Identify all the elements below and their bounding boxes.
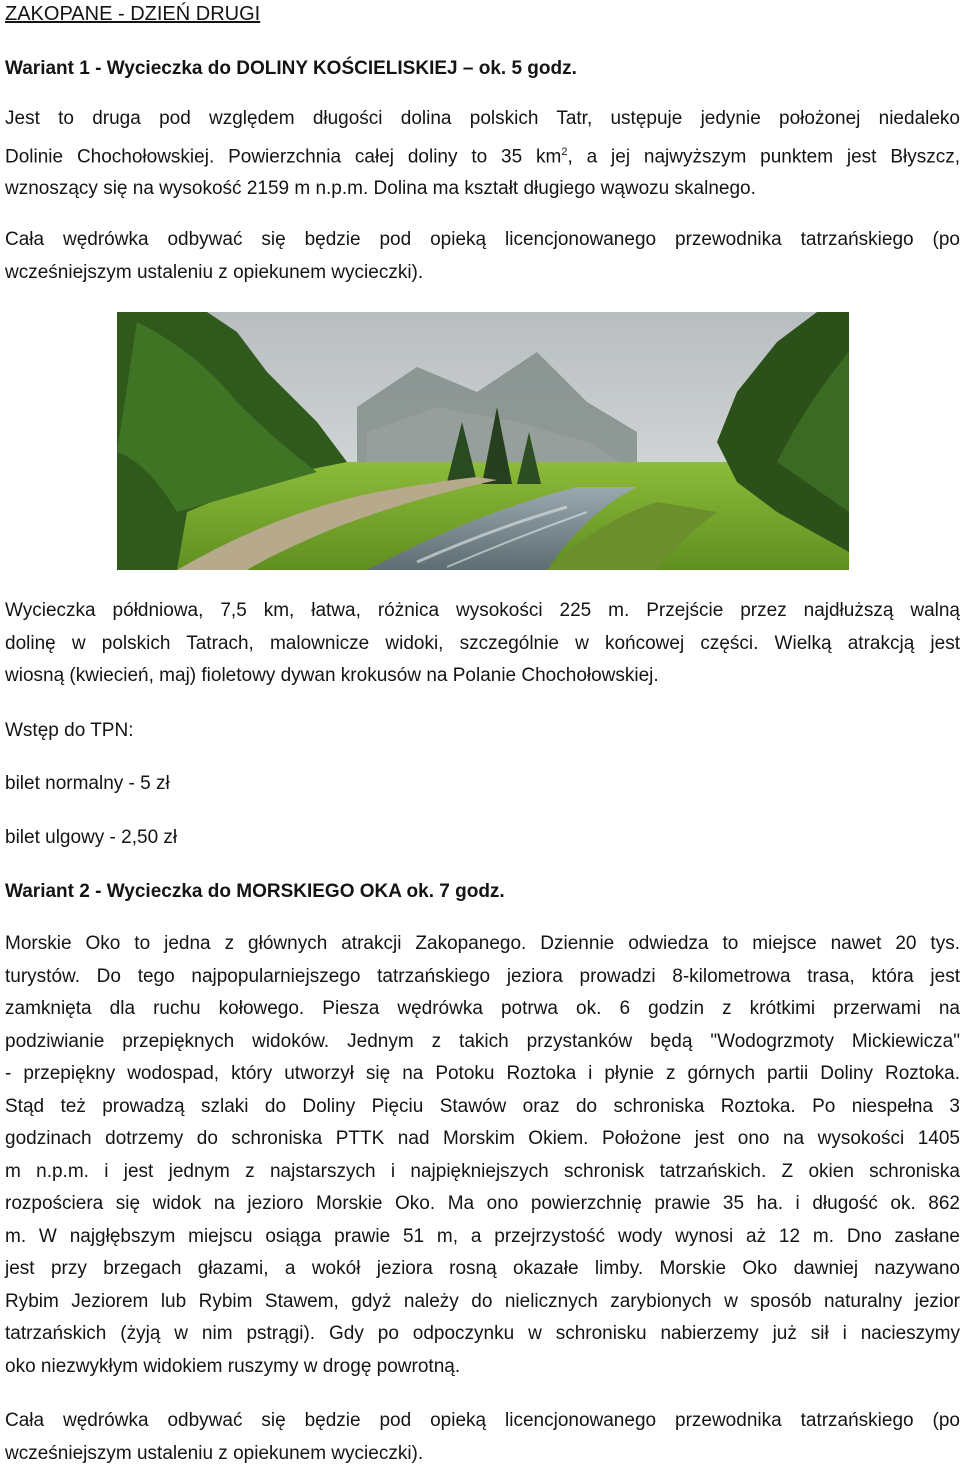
text-line: Cała wędrówka odbywać się będzie pod opieką licencjonowanego przewodnika tatrzańskiego (po xyxy=(5,1410,960,1431)
variant2-heading: Wariant 2 - Wycieczka do MORSKIEGO OKA ok. 7 godz. xyxy=(5,881,505,902)
text-fragment: , a jej najwyższym punktem jest Błyszcz, xyxy=(567,145,960,167)
page-title: ZAKOPANE - DZIEŃ DRUGI xyxy=(5,3,261,25)
text-fragment: Dolinie Chochołowskiej. Powierzchnia całej doliny to 35 km xyxy=(5,145,562,167)
text-line xyxy=(5,136,960,174)
variant2-body xyxy=(5,928,960,1383)
text-line: Morskie Oko to jedna z głównych atrakcji Zakopanego. Dziennie odwiedza to miejsce nawet 20 tys. xyxy=(5,933,960,954)
ticket-normal: bilet normalny - 5 zł xyxy=(5,773,170,794)
text-line: tatrzańskich (żyją w nim pstrągi). Gdy po odpoczynku w schronisku nabierzemy już sił i nacieszymy xyxy=(5,1323,960,1344)
text-line: oko niezwykłym widokiem ruszymy w drogę powrotną. xyxy=(5,1355,461,1377)
text-line: dolinę w polskich Tatrach, malownicze widoki, szczególnie w końcowej części. Wielką atrakcją jest xyxy=(5,632,960,654)
variant1-intro xyxy=(5,103,960,206)
text-line: zamknięta dla ruchu kołowego. Piesza wędrówka potrwa ok. 6 godzin z krótkimi przerwami na xyxy=(5,998,960,1019)
text-line: m. W najgłębszym miejscu osiąga prawie 51 m, a przejrzystość wody wynosi aż 12 m. Dno zasłane xyxy=(5,1225,960,1247)
text-line: wznoszący się na wysokość 2159 m n.p.m. Dolina ma kształt długiego wąwozu skalnego. xyxy=(5,178,756,200)
text-line: m n.p.m. i jest jednym z najstarszych i najpiękniejszych schronisk tatrzańskich. Z okien schroniska xyxy=(5,1160,960,1182)
text-line: Rybim Jeziorem lub Rybim Stawem, gdyż należy do nielicznych zarybionych w sposób naturalny jezior xyxy=(5,1290,960,1312)
text-line: wcześniejszym ustaleniu z opiekunem wycieczki). xyxy=(5,1442,424,1464)
variant1-guide-note xyxy=(5,224,960,289)
tpn-entry-label: Wstęp do TPN: xyxy=(5,720,134,741)
text-line: turystów. Do tego najpopularniejszego tatrzańskiego jeziora prowadzi 8-kilometrowa trasa, która jest xyxy=(5,965,960,987)
text-line: wcześniejszym ustaleniu z opiekunem wycieczki). xyxy=(5,261,424,283)
variant1-description xyxy=(5,595,960,693)
variant1-heading: Wariant 1 - Wycieczka do DOLINY KOŚCIELISKIEJ – ok. 5 godz. xyxy=(5,58,577,79)
text-line: Jest to druga pod względem długości dolina polskich Tatr, ustępuje jedynie położonej niedaleko xyxy=(5,108,960,129)
text-line: godzinach dotrzemy do schroniska PTTK nad Morskim Okiem. Położone jest ono na wysokości 1405 xyxy=(5,1128,960,1149)
variant2-guide-note xyxy=(5,1405,960,1470)
text-line: Cała wędrówka odbywać się będzie pod opieką licencjonowanego przewodnika tatrzańskiego (po xyxy=(5,229,960,250)
superscript: 2 xyxy=(561,145,568,158)
text-line: Stąd też prowadzą szlaki do Doliny Pięciu Stawów oraz do schroniska Roztoka. Po niespełna 3 xyxy=(5,1095,960,1117)
text-line: rozpościera się widok na jezioro Morskie Oko. Ma ono powierzchnię prawie 35 ha. i długość ok. 862 xyxy=(5,1193,960,1214)
ticket-reduced: bilet ulgowy - 2,50 zł xyxy=(5,827,178,848)
valley-photo xyxy=(117,312,849,570)
text-line: wiosną (kwiecień, maj) fioletowy dywan krokusów na Polanie Chochołowskiej. xyxy=(5,665,659,686)
text-line: Wycieczka półdniowa, 7,5 km, łatwa, różnica wysokości 225 m. Przejście przez najdłuższą walną xyxy=(5,600,960,621)
text-line: - przepiękny wodospad, który utworzył się na Potoku Roztoka i płynie z górnych partii Doliny Roztoka. xyxy=(5,1063,960,1084)
text-line: podziwianie przepięknych widoków. Jednym z takich przystanków będą "Wodogrzmoty Mickiewicza" xyxy=(5,1030,960,1052)
text-line: jest przy brzegach głazami, a wokół jeziora rosną okazałe limby. Morskie Oko dawniej nazywano xyxy=(5,1258,960,1279)
